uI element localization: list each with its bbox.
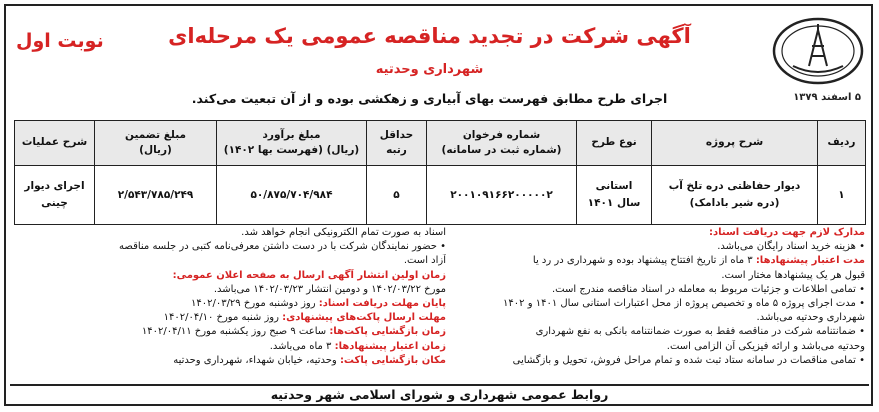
footer-divider [10, 384, 869, 386]
left-line-1: اسناد به صورت تمام الکترونیکی انجام خواهد شد. [241, 227, 446, 238]
open-text: ساعت ۹ صبح روز یکشنبه مورخ ۱۴۰۲/۰۴/۱۱ [141, 326, 327, 338]
table-header-row [15, 121, 866, 166]
header-estimate [217, 121, 367, 166]
tender-table [14, 120, 866, 225]
duration: • مدت اجرای پروژه ۵ ماه و تخصیص پروژه از محل اعتبارات استانی سال ۱۴۰۱ و ۱۴۰۲ [453, 297, 865, 311]
notice-title: آگهی شرکت در تجدید مناقصه عمومی یک مرحله‌ای [168, 24, 691, 48]
header-plan-type: نوع طرح [577, 121, 652, 166]
cell-min-grade: ۵ [367, 166, 427, 225]
header-call-number [427, 121, 577, 166]
dates-column [14, 226, 446, 368]
left-line-2: • حضور نمایندگان شرکت با در دست داشتن معرفی‌نامه کتبی در جلسه مناقصه [14, 240, 446, 254]
header-operations: شرح عملیات [15, 121, 95, 166]
left-line-3: آزاد است. [403, 255, 446, 267]
header-estimate-label: مبلغ برآورد [262, 128, 321, 141]
table-row [15, 166, 866, 225]
info-all: • تمامی اطلاعات و جزئیات مربوط به معامله در اسناد مناقصه مندرج است. [453, 283, 865, 297]
publish-text: مورخ ۱۴۰۲/۰۳/۲۲ و دومین انتشار ۱۴۰۲/۰۳/۲۳ می‌باشد. [213, 283, 446, 295]
cell-guarantee: ۲/۵۴۳/۷۸۵/۲۴۹ [95, 166, 217, 225]
cell-plan-type-line-1: استانی [595, 180, 633, 193]
notice-intro: اجرای طرح مطابق فهرست بهای آبیاری و زهکشی بوده و از آن تبعیت می‌کند. [191, 91, 668, 106]
cell-operations: اجرای دیوار چینی [15, 166, 95, 225]
place-line [14, 354, 446, 368]
validity-heading: مدت اعتبار پیشنهادها: [755, 255, 865, 267]
send-line [14, 311, 446, 325]
cell-project [652, 166, 818, 225]
cell-row-number: ۱ [818, 166, 866, 225]
header-guarantee [95, 121, 217, 166]
header-min-grade-label: حداقل [379, 128, 414, 141]
notice-subtitle: شهرداری وحدتیه [375, 62, 484, 77]
cell-project-line-2: (دره شیر بادامک) [689, 197, 780, 209]
header-guarantee-note: (ریال) [139, 144, 172, 156]
header-project: شرح پروژه [652, 121, 818, 166]
conditions-column [453, 226, 865, 368]
open-line [14, 325, 446, 339]
municipality-tower-emblem-icon [771, 16, 865, 86]
docs-heading: مدارک لازم جهت دریافت اسناد: [708, 227, 865, 238]
header-min-grade-label-2: رتبه [386, 144, 407, 156]
open-heading: زمان بازگشایی پاکت‌ها: [329, 326, 446, 338]
validity-text: ۳ ماه از تاریخ افتتاح پیشنهاد بوده و شهرداری در رد یا [532, 255, 753, 267]
receive-heading: پایان مهلت دریافت اسناد: [318, 298, 446, 310]
header-guarantee-label: مبلغ تضمین [125, 128, 186, 141]
validity-line [453, 254, 865, 268]
place-heading: مکان بازگشایی پاکت: [339, 354, 446, 366]
send-text: روز شنبه مورخ ۱۴۰۲/۰۴/۱۰ [163, 312, 279, 324]
place-text: وحدتیه، خیابان شهداء، شهرداری وحدتیه [173, 354, 337, 366]
header-min-grade [367, 121, 427, 166]
guarantee-2: وحدتیه می‌باشد و ارائه فیزیکی آن الزامی است. [666, 340, 865, 352]
cell-estimate: ۵۰/۸۷۵/۷۰۴/۹۸۴ [217, 166, 367, 225]
process-1: • تمامی مناقصات در سامانه ستاد ثبت شده و تمام مراحل فروش، تحویل و بازگشایی [453, 354, 865, 368]
header-estimate-note: (ریال) (فهرست بها ۱۴۰۲) [223, 144, 360, 156]
cell-plan-type [577, 166, 652, 225]
send-heading: مهلت ارسال پاکت‌های پیشنهادی: [282, 312, 446, 324]
valid-line [14, 340, 446, 354]
cell-call-number: ۲۰۰۱۰۹۱۶۶۲۰۰۰۰۰۲ [427, 166, 577, 225]
validity-text-2: قبول هر یک پیشنهادها مختار است. [721, 269, 865, 281]
receive-text: روز دوشنبه مورخ ۱۴۰۲/۰۳/۲۹ [190, 298, 316, 310]
round-label: نوبت اول [16, 30, 104, 52]
header-row-number: ردیف [818, 121, 866, 166]
header-call-number-note: (شماره ثبت در سامانه) [441, 144, 562, 156]
logo-date: ۵ اسفند ۱۳۷۹ [793, 92, 861, 103]
cell-plan-type-line-2: سال ۱۴۰۱ [587, 197, 641, 209]
cell-project-line-1: دیوار حفاظتی دره تلخ آب [668, 180, 801, 193]
docs-fee: • هزینه خرید اسناد رایگان می‌باشد. [453, 240, 865, 254]
receive-line [14, 297, 446, 311]
guarantee-1: • ضمانتنامه شرکت در مناقصه فقط به صورت ضمانتنامه بانکی به نفع شهرداری [453, 325, 865, 339]
footer-text: روابط عمومی شهرداری و شورای اسلامی شهر وحدتیه [270, 387, 609, 402]
duration-2: شهرداری وحدتیه می‌باشد. [756, 312, 865, 324]
valid-text: ۳ ماه می‌باشد. [269, 340, 332, 352]
valid-heading: زمان اعتبار پیشنهادها: [334, 340, 446, 352]
publish-heading: زمان اولین انتشار آگهی ارسال به صفحه اعلان عمومی: [172, 269, 446, 281]
header-call-number-label: شماره فرخوان [462, 128, 541, 141]
